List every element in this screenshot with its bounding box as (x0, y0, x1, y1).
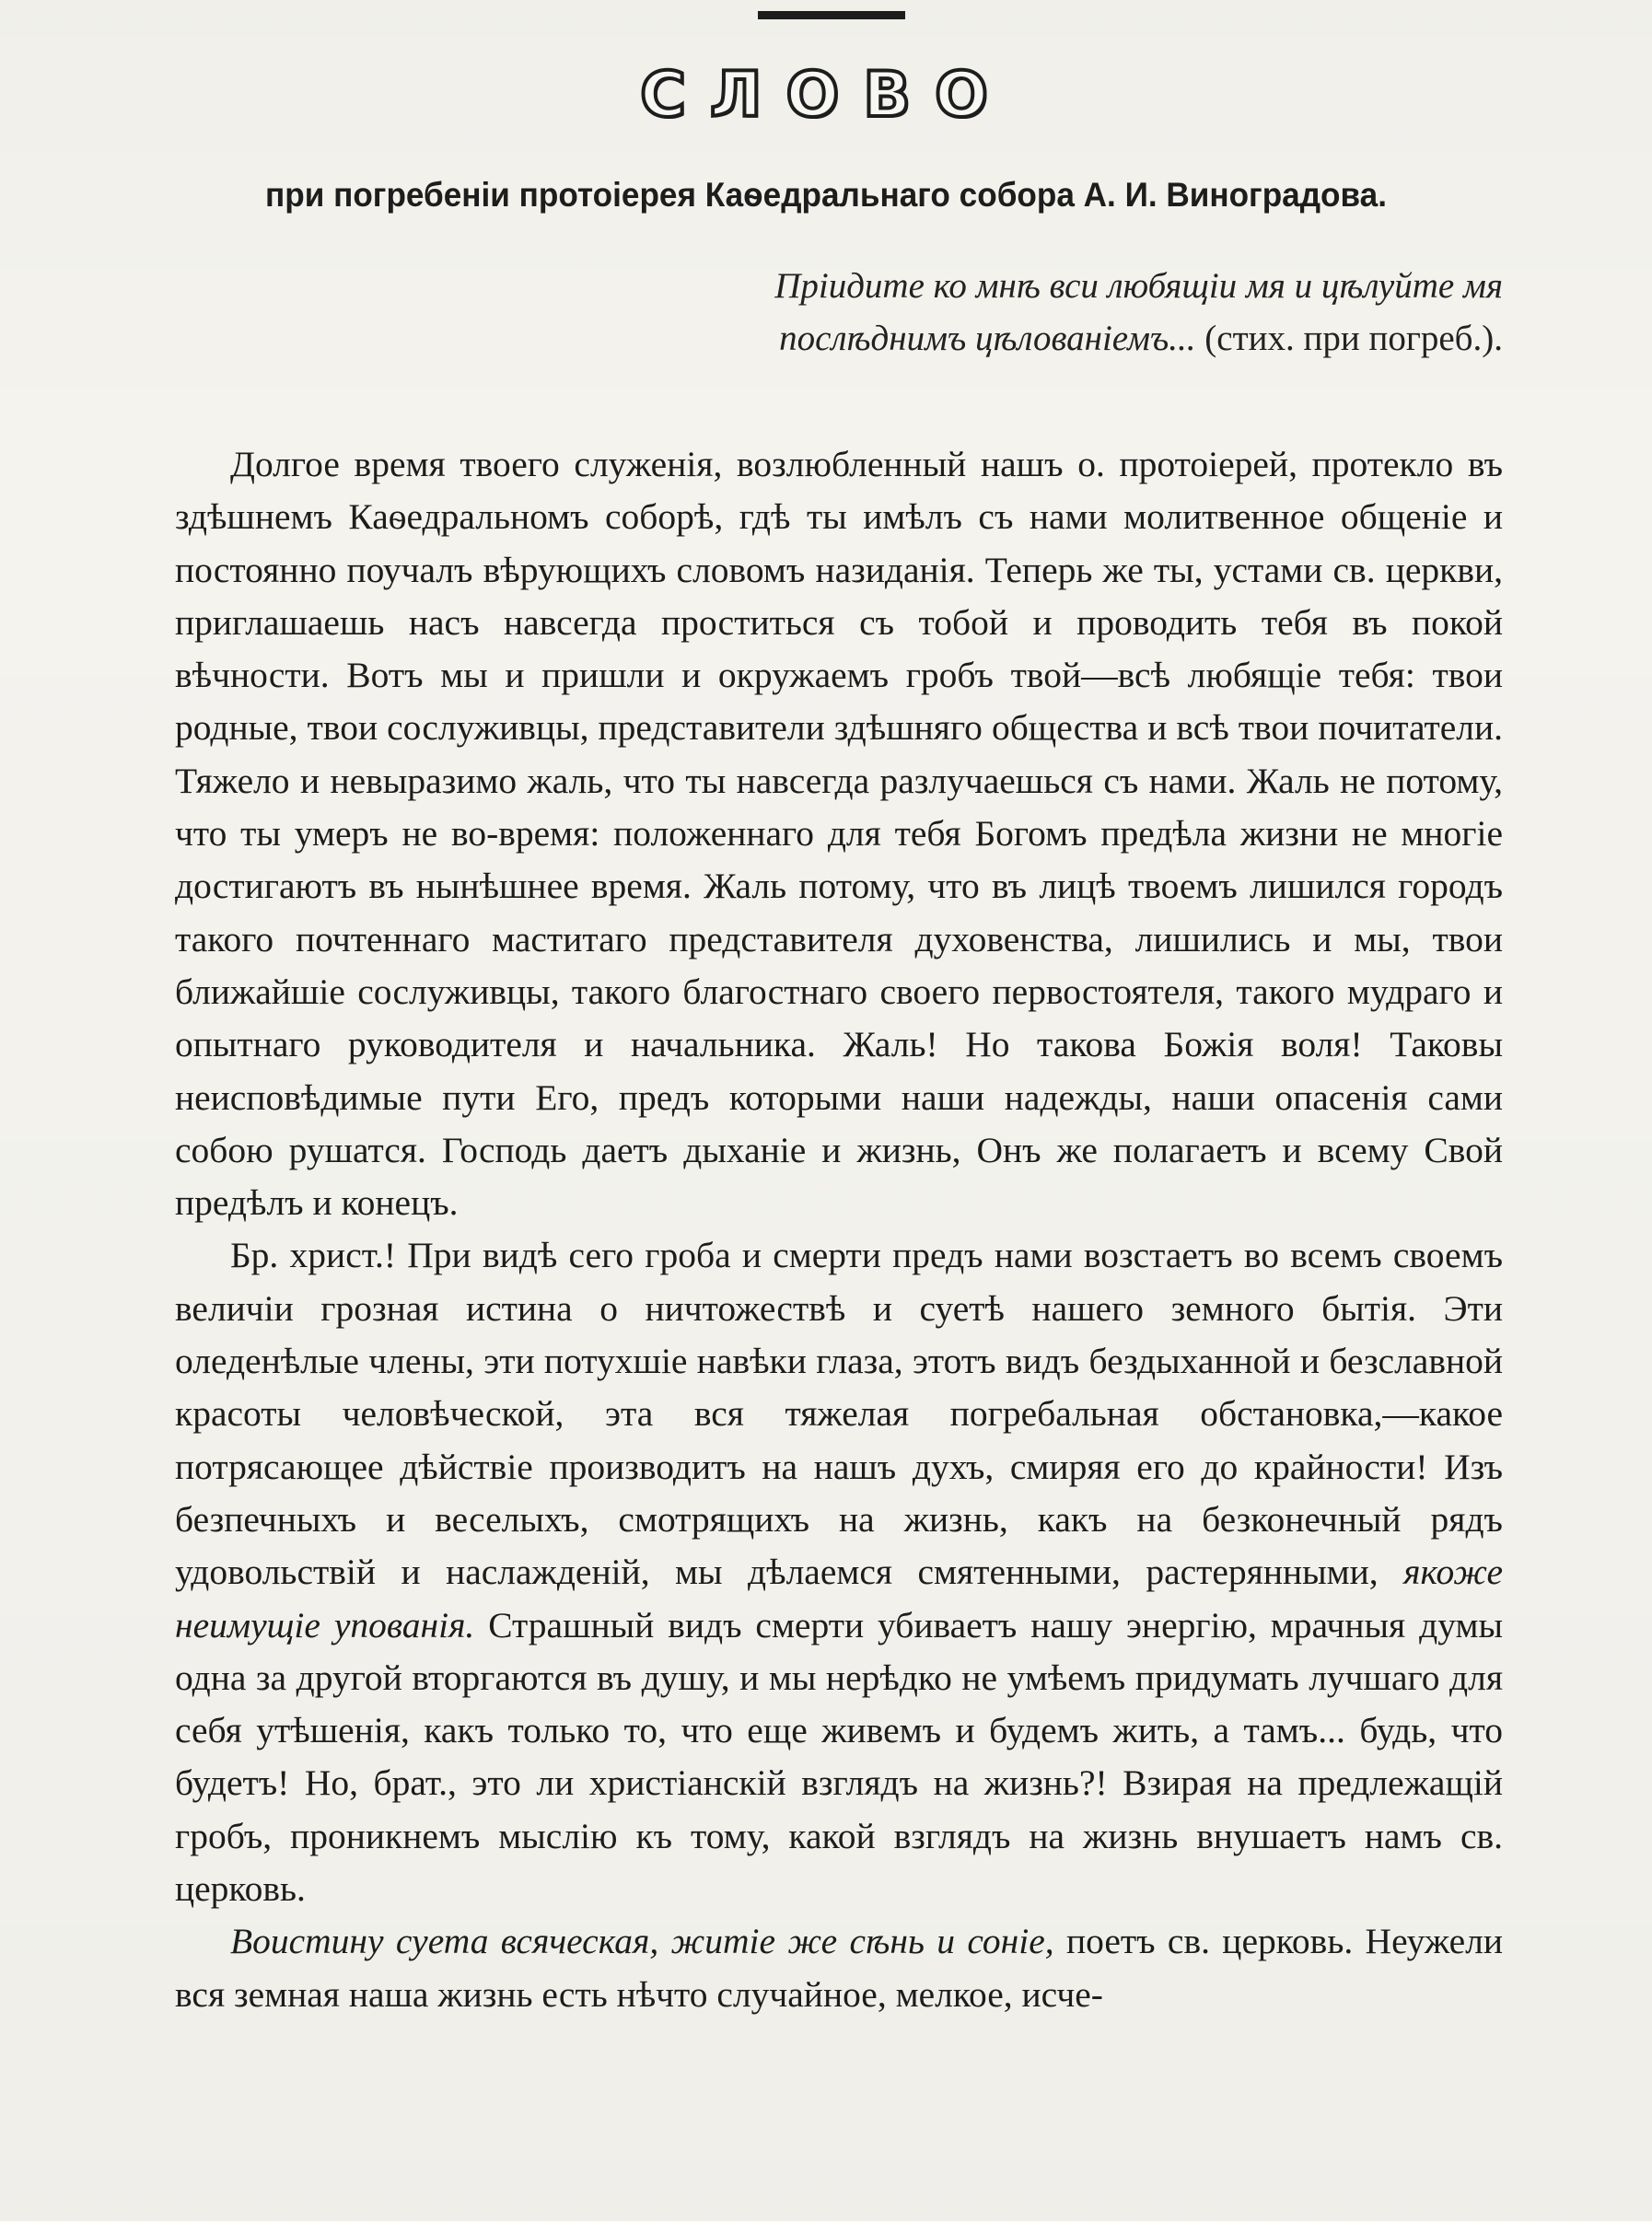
paragraph-italic: якоже неимущіе упованія. (175, 1552, 1503, 1645)
paragraph-text: поетъ св. церковь. Неужели вся земная наша жизнь есть нѣчто случайное, мелкое, исче- (175, 1921, 1503, 2015)
paragraph-text: Страшный видъ смерти убиваетъ нашу энергію, мрачныя думы одна за другой вторгаются въ душу, и мы нерѣдко не умѣемъ придумать лучшаго для себя утѣшенія, какъ только то, что еще живемъ и будемъ жить, а тамъ... будь, что будетъ! Но, брат., это ли христіанскій взглядъ на жизнь?! Взирая на предлежащій гробъ, проникнемъ мыслію къ тому, какой взглядъ на жизнь внушаетъ намъ св. церковь. (175, 1604, 1503, 1910)
paragraph-italic: Воистину суета всяческая, житіе же сѣнь и соніе, (230, 1921, 1054, 1962)
page-title: СЛОВО (640, 59, 1012, 132)
epigraph-text: Пріидите ко мнѣ вси любящіи мя и цѣлуйте мя послѣднимъ цѣлованіемъ... (774, 266, 1503, 358)
body-text (175, 438, 1503, 2021)
paragraph (175, 1915, 1503, 2021)
paragraph (175, 1229, 1503, 1915)
page-subtitle: при погребеніи протоіерея Каѳедральнаго собора А. И. Виноградова. (265, 176, 1387, 214)
paragraph-text: Бр. христ.! При видѣ сего гроба и смерти предъ нами возстаетъ во всемъ своемъ величіи грозная истина о ничтожествѣ и суетѣ нашего земного бытія. Эти оледенѣлые члены, эти потухшіе навѣки глаза, этотъ видъ бездыханной и безславной красоты человѣческой, эта вся тяжелая погребальная обстановка,—какое потрясающее дѣйствіе производитъ на нашъ духъ, смиряя его до крайности! Изъ безпечныхъ и веселыхъ, смотрящихъ на жизнь, какъ на безконечный рядъ удовольствій и наслажденій, мы дѣлаемся смятенными, растерянными, (175, 1235, 1503, 1593)
paragraph (175, 438, 1503, 1229)
epigraph-source: (стих. при погреб.). (1195, 319, 1503, 358)
top-rule (758, 11, 905, 19)
paragraph-text: Долгое время твоего служенія, возлюбленный нашъ о. протоіерей, протекло въ здѣшнемъ Каѳедральномъ соборѣ, гдѣ ты имѣлъ съ нами молитвенное общеніе и постоянно поучалъ вѣрующихъ словомъ назиданія. Теперь же ты, устами св. церкви, приглашаешь насъ навсегда проститься съ тобой и проводить тебя въ покой вѣчности. Вотъ мы и пришли и окружаемъ гробъ твой—всѣ любящіе тебя: твои родные, твои сослуживцы, представители здѣшняго общества и всѣ твои почитатели. Тяжело и невыразимо жаль, что ты навсегда разлучаешься съ нами. Жаль не потому, что ты умеръ не во-время: положеннаго для тебя Богомъ предѣла жизни не многіе достигаютъ въ нынѣшнее время. Жаль потому, что въ лицѣ твоемъ лишился городъ такого почтеннаго маститаго представителя духовенства, лишились и мы, твои ближайшіе сослуживцы, такого благостнаго своего первостоятеля, такого мудраго и опытнаго руководителя и начальника. Жаль! Но такова Божія воля! Таковы неисповѣдимые пути Его, предъ которыми наши надежды, наши опасенія сами собою рушатся. Господь даетъ дыханіе и жизнь, Онъ же полагаетъ и всему Свой предѣлъ и конецъ. (175, 444, 1503, 1224)
epigraph (729, 260, 1503, 365)
